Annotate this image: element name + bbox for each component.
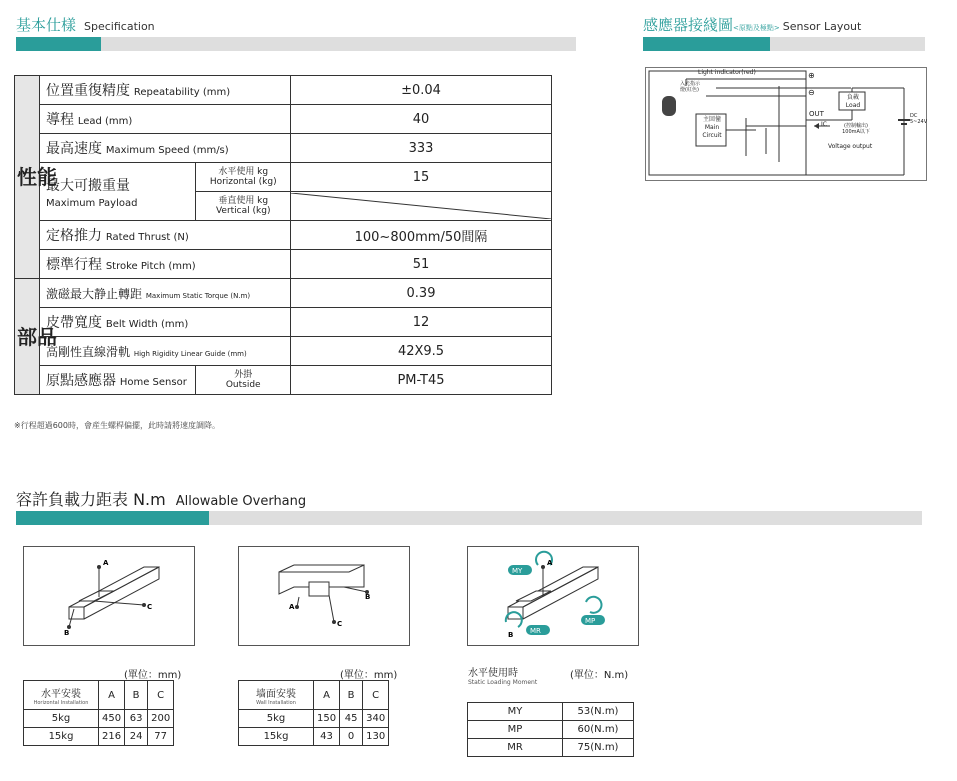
- payload-vertical-label: 垂直使用 kg Vertical (kg): [196, 192, 291, 221]
- max-speed-value: 333: [291, 134, 552, 163]
- badge-mp: MP: [585, 617, 596, 625]
- svg-text:A: A: [547, 559, 553, 567]
- table-row: MR 75(N.m): [468, 739, 634, 757]
- wall-figure: [238, 546, 410, 646]
- horizontal-figure: [23, 546, 195, 646]
- svg-text:C: C: [147, 603, 153, 611]
- badge-my: MY: [512, 567, 523, 575]
- moment-figure: [467, 546, 639, 646]
- table-row: 5kg 150 45 340: [239, 710, 389, 728]
- sensor-diagram: Light indicator(red) 入光指示燈(紅色) 主回僮 Main Circuit ⊕ ⊖ 負載 Load OUT IC (控制輸出) 100mA以下 Voltage output DC 5~24V: [645, 67, 927, 181]
- group-performance: 性能: [15, 76, 40, 279]
- stroke-pitch-value: 51: [291, 250, 552, 279]
- na-diagonal: [291, 193, 551, 219]
- payload-vertical-value: [291, 192, 552, 221]
- minus-terminal: ⊖: [808, 88, 815, 97]
- svg-text:B: B: [64, 629, 70, 637]
- static-moment-table: [467, 702, 634, 757]
- home-sensor-value: PM-T45: [291, 366, 552, 395]
- sensor-heading: 感應器接綫圖<原點及極點> Sensor Layout: [643, 16, 862, 34]
- table-row: 15kg 43 0 130: [239, 728, 389, 746]
- payload-horizontal-value: 15: [291, 163, 552, 192]
- plus-terminal: ⊕: [808, 71, 815, 80]
- horizontal-table: 水平安裝 Horizontal Installation A B C 5kg 450 63 200 15kg 216 24 77: [23, 680, 174, 746]
- spec-note: ※行程超過600時，會産生螺桿偏擺，此時請將速度調降。: [14, 421, 220, 430]
- spec-table: 性能 位置重復精度 Repeatability (mm) ±0.04 導程 Lead (mm) 40 最高速度 Maximum Speed (mm/s) 333 最大可搬重量 Maximum Payload 水平使用 kg Horizontal (kg) 15 垂直使用 kg Vertical (kg) 定格推力 Rated Thrust (N) 100~800mm/50間隔 標準行程 Stroke Pitch (mm) 51 部品 激磁最大静止轉距 Maximum Static Torque (N.m) 0.39 皮帶寬度 Belt Width (mm) 12 高剛性直線滑軌 High Rigidity Linear Guide (mm) 42X9.5 原點感應器 Home Sensor 外掛 Outside PM-T45: [14, 75, 552, 395]
- spec-title-zh: 基本仕樣: [16, 16, 77, 34]
- svg-text:C: C: [337, 620, 343, 628]
- led-icon: [662, 96, 676, 116]
- badge-mr: MR: [530, 627, 541, 635]
- overhang-heading-bar: [16, 511, 922, 525]
- spec-heading-bar: [16, 37, 576, 51]
- payload-horizontal-label: 水平使用 kg Horizontal (kg): [196, 163, 291, 192]
- overhang-heading: 容許負載力距表 N.m Allowable Overhang: [16, 490, 307, 509]
- table-row: 15kg 216 24 77: [24, 728, 174, 746]
- table-row: MP 60(N.m): [468, 721, 634, 739]
- sensor-heading-bar: [643, 37, 925, 51]
- svg-text:A: A: [103, 559, 109, 567]
- spec-heading: [16, 14, 155, 35]
- svg-text:A: A: [289, 603, 295, 611]
- svg-text:B: B: [365, 593, 371, 601]
- belt-width-value: 12: [291, 308, 552, 337]
- home-sensor-label: 原點感應器 Home Sensor: [40, 366, 196, 395]
- table-row: MY 53(N.m): [468, 703, 634, 721]
- spec-title-en: Specification: [84, 20, 155, 33]
- wall-table: 墙面安裝 Wall Installation A B C 5kg 150 45 340 15kg 43 0 130: [238, 680, 389, 746]
- lead-value: 40: [291, 105, 552, 134]
- payload-label: 最大可搬重量 Maximum Payload: [40, 163, 196, 221]
- linear-guide-value: 42X9.5: [291, 337, 552, 366]
- group-parts: 部品: [15, 279, 40, 395]
- static-torque-value: 0.39: [291, 279, 552, 308]
- repeatability-value: ±0.04: [291, 76, 552, 105]
- table-row: 5kg 450 63 200: [24, 710, 174, 728]
- rated-thrust-value: 100~800mm/50間隔: [291, 221, 552, 250]
- svg-text:B: B: [508, 631, 514, 639]
- light-indicator-label: Light indicator(red): [698, 69, 756, 76]
- home-sensor-mount: 外掛 Outside: [196, 366, 291, 395]
